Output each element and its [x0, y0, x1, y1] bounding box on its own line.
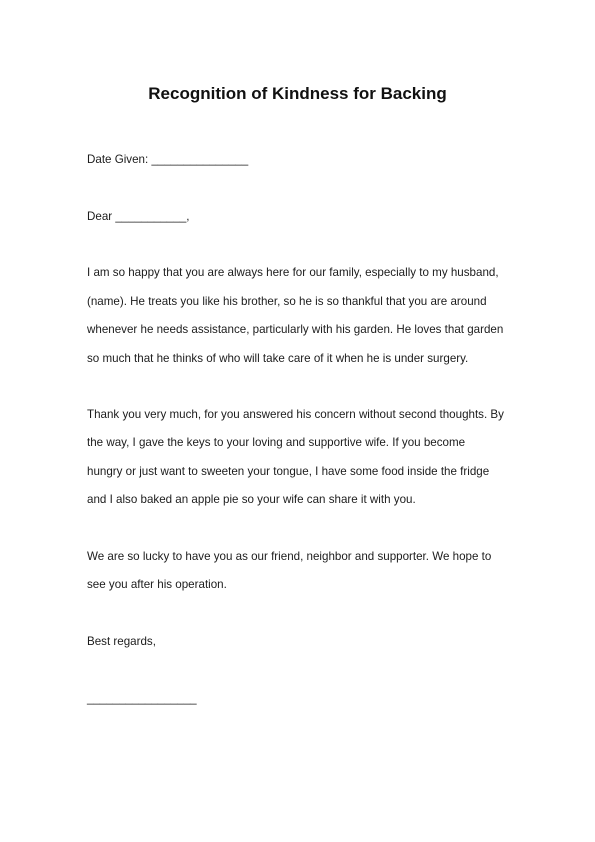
- paragraph-1-line-1: I am so happy that you are always here for our family, especially to my husband,: [87, 266, 499, 279]
- paragraph-3-line-1: We are so lucky to have you as our friend, neighbor and supporter. We hope to: [87, 550, 492, 563]
- paragraph-1-line-2: (name). He treats you like his brother, so he is so thankful that you are around: [87, 295, 487, 308]
- paragraph-1-line-4: so much that he thinks of who will take care of it when he is under surgery.: [87, 352, 469, 365]
- paragraph-2-line-1: Thank you very much, for you answered his concern without second thoughts. By: [87, 408, 504, 421]
- paragraph-2-line-3: hungry or just want to sweeten your tongue, I have some food inside the fridge: [87, 465, 490, 478]
- paragraph-1-line-3: whenever he needs assistance, particularly with his garden. He loves that garden: [87, 323, 504, 336]
- salutation: Dear ___________,: [87, 210, 190, 223]
- document-title: Recognition of Kindness for Backing: [148, 84, 447, 103]
- paragraph-2-line-4: and I also baked an apple pie so your wife can share it with you.: [87, 493, 416, 506]
- paragraph-2-line-2: the way, I gave the keys to your loving and supportive wife. If you become: [87, 436, 466, 449]
- signature-line: _________________: [87, 692, 197, 705]
- date-given-line: Date Given: _______________: [87, 153, 249, 166]
- paragraph-3-line-2: see you after his operation.: [87, 578, 227, 591]
- closing: Best regards,: [87, 635, 156, 648]
